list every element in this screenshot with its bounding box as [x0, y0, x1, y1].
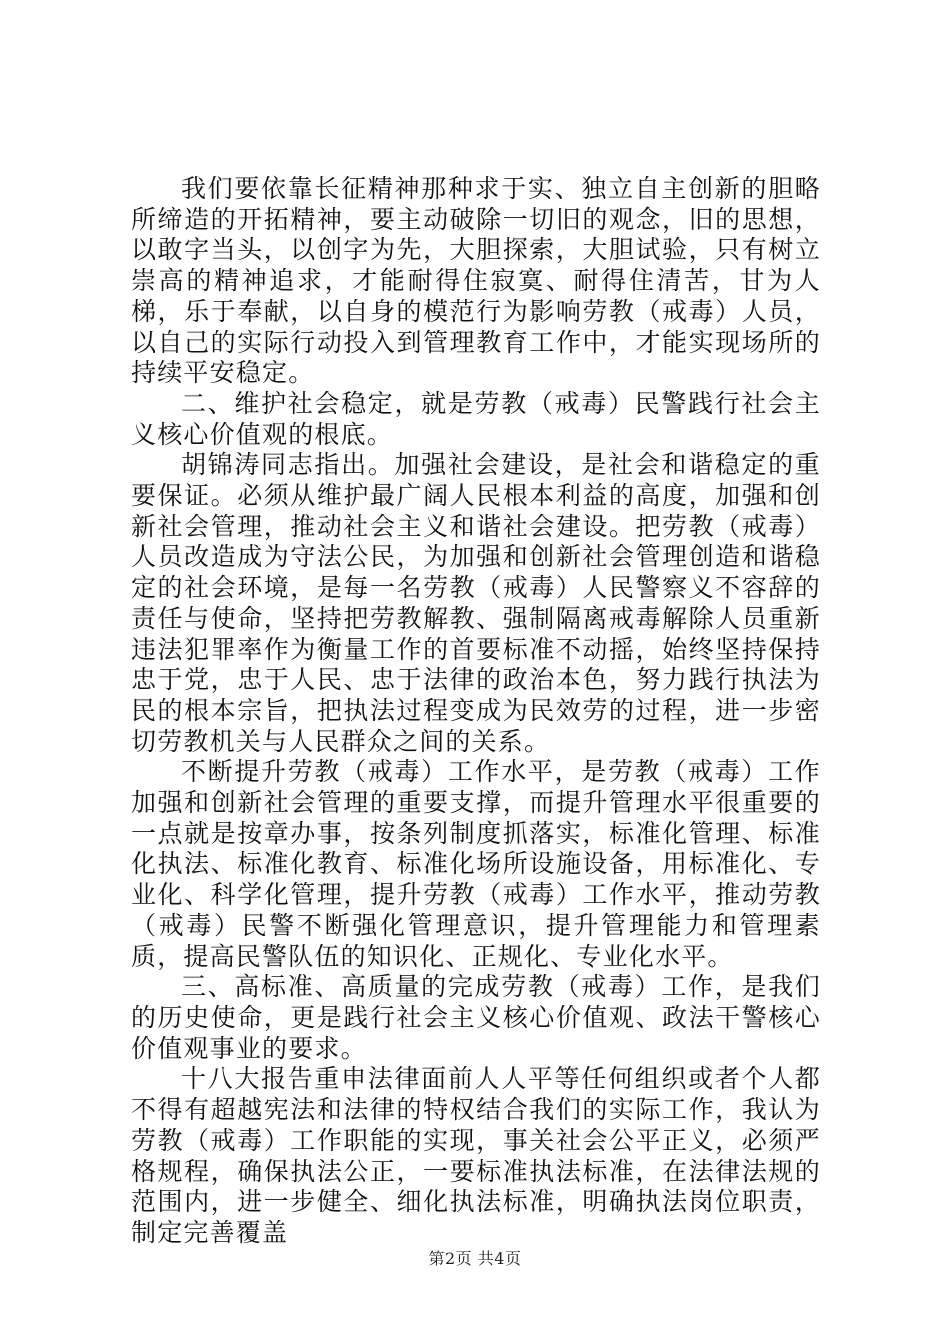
- heading-section-3: 三、高标准、高质量的完成劳教（戒毒）工作，是我们的历史使命，更是践行社会主义核心价值观、政法干警核心价值观事业的要求。: [131, 972, 821, 1063]
- page-number-footer: 第2页 共4页: [428, 1249, 522, 1268]
- paragraph-3: 不断提升劳教（戒毒）工作水平，是劳教（戒毒）工作加强和创新社会管理的重要支撑，而提升管理水平很重要的一点就是按章办事，按条列制度抓落实，标准化管理、标准化执法、标准化教育、标准化场所设施设备，用标准化、专业化、科学化管理，提升劳教（戒毒）工作水平，推动劳教（戒毒）民警不断强化管理意识，提升管理能力和管理素质，提高民警队伍的知识化、正规化、专业化水平。: [131, 757, 821, 971]
- heading-section-2: 二、维护社会稳定，就是劳教（戒毒）民警践行社会主义核心价值观的根底。: [131, 388, 821, 449]
- paragraph-1: 我们要依靠长征精神那种求于实、独立自主创新的胆略所缔造的开拓精神，要主动破除一切旧的观念，旧的思想，以敢字当头，以创字为先，大胆探索，大胆试验，只有树立崇高的精神追求，才能耐得住寂寞、耐得住清苦，甘为人梯，乐于奉献，以自身的模范行为影响劳教（戒毒）人员，以自己的实际行动投入到管理教育工作中，才能实现场所的持续平安稳定。: [131, 174, 821, 388]
- document-body: [131, 174, 821, 1249]
- paragraph-2: 胡锦涛同志指出。加强社会建设，是社会和谐稳定的重要保证。必须从维护最广阔人民根本利益的高度，加强和创新社会管理，推动社会主义和谐社会建设。把劳教（戒毒）人员改造成为守法公民，为加强和创新社会管理创造和谐稳定的社会环境，是每一名劳教（戒毒）人民警察义不容辞的责任与使命，坚持把劳教解教、强制隔离戒毒解除人员重新违法犯罪率作为衡量工作的首要标准不动摇，始终坚持保持忠于党，忠于人民、忠于法律的政治本色，努力践行执法为民的根本宗旨，把执法过程变成为民效劳的过程，进一步密切劳教机关与人民群众之间的关系。: [131, 450, 821, 756]
- paragraph-4: 十八大报告重申法律面前人人平等任何组织或者个人都不得有超越宪法和法律的特权结合我们的实际工作，我认为劳教（戒毒）工作职能的实现，事关社会公平正义，必须严格规程，确保执法公正，一要标准执法标准，在法律法规的范围内，进一步健全、细化执法标准，明确执法岗位职责，制定完善覆盖: [131, 1064, 821, 1247]
